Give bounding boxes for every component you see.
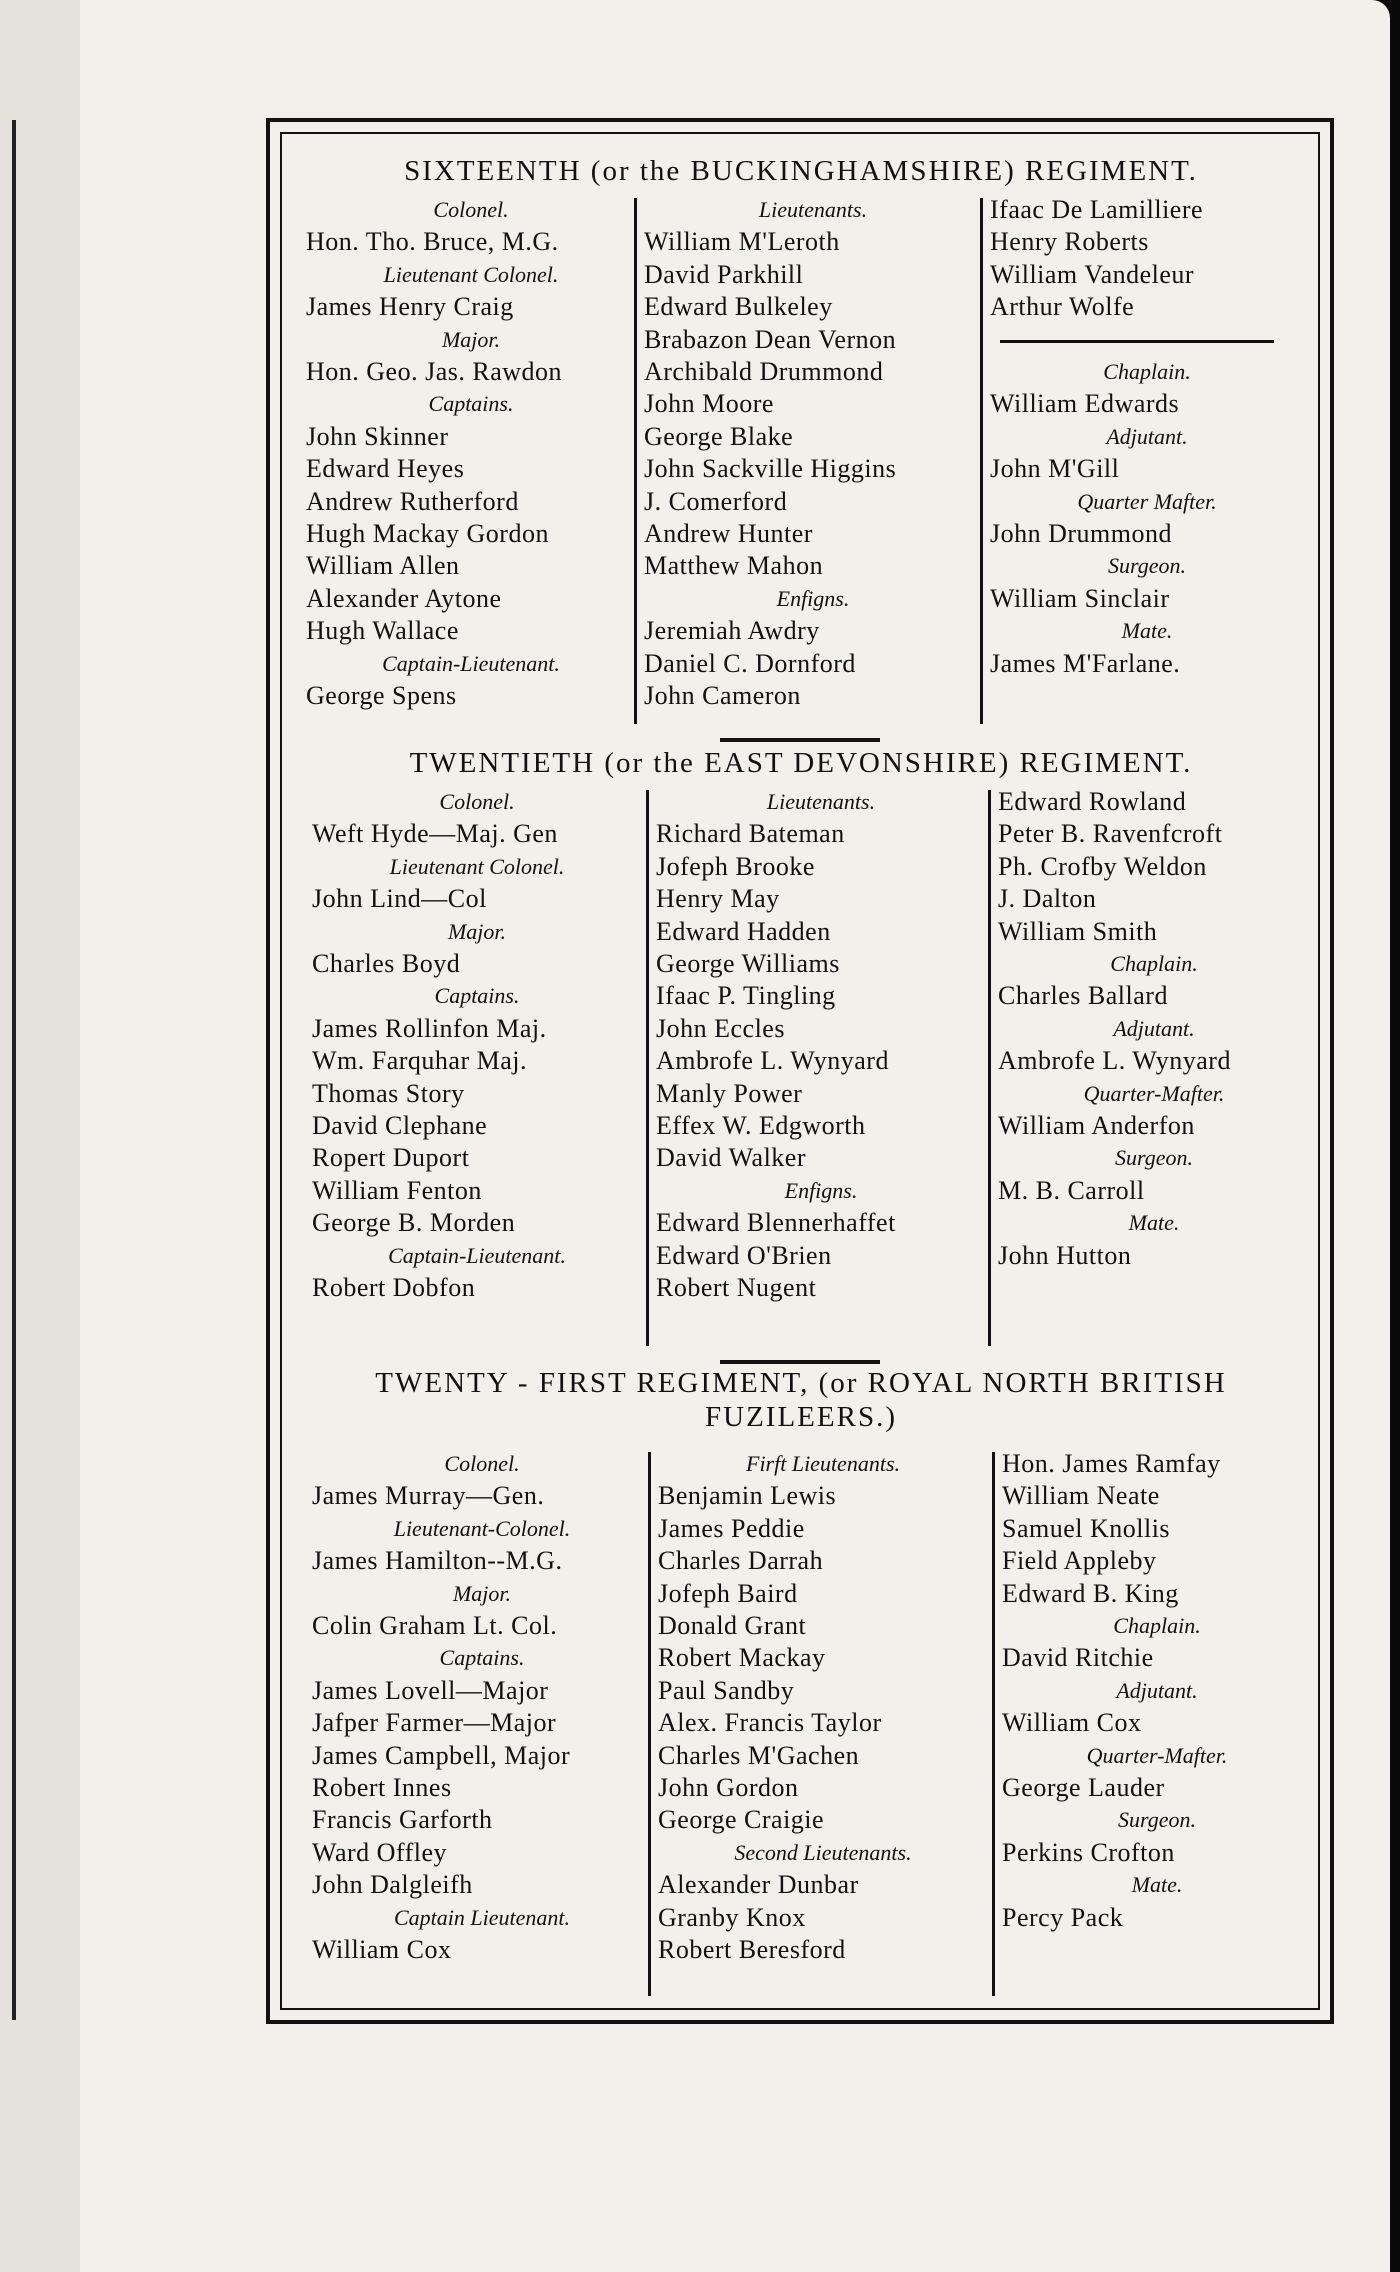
rank-heading: Chaplain. (1113, 1613, 1201, 1639)
officer-name: Manly Power (656, 1078, 803, 1108)
officer-name: James Hamilton--M.G. (312, 1546, 563, 1576)
rank-heading: Captains. (428, 391, 514, 417)
officer-name: James Murray—Gen. (312, 1481, 545, 1511)
officer-name: M. B. Carroll (998, 1175, 1145, 1205)
officer-name: James M'Farlane. (990, 648, 1181, 678)
officer-name: Colin Graham Lt. Col. (312, 1611, 558, 1641)
officer-name: Ambrofe L. Wynyard (998, 1046, 1231, 1076)
rank-heading: Captain-Lieutenant. (382, 650, 560, 676)
column-divider (648, 1452, 651, 1996)
officer-name: James Campbell, Major (312, 1740, 571, 1770)
officer-name: John Eccles (656, 1013, 785, 1043)
rank-heading: Lieutenants. (766, 789, 876, 814)
officer-name: Alex. Francis Taylor (658, 1708, 882, 1738)
regiment-columns (306, 1448, 1296, 2006)
officer-name: John M'Gill (990, 454, 1120, 484)
regiment-columns (306, 786, 1296, 1356)
officer-name: Brabazon Dean Vernon (644, 324, 897, 354)
column-divider (988, 790, 991, 1346)
officer-name: David Clephane (312, 1111, 488, 1141)
officer-name: James Henry Craig (306, 292, 514, 322)
officer-name: William Fenton (312, 1175, 482, 1205)
rank-heading: Lieutenant Colonel. (383, 261, 559, 287)
officer-name: Alexander Dunbar (658, 1870, 859, 1900)
rank-heading: Firft Lieutenants. (746, 1451, 900, 1476)
officer-name: David Walker (656, 1143, 806, 1173)
column-3 (998, 786, 1310, 1356)
officer-name: George Lauder (1002, 1773, 1165, 1803)
officer-name: Archibald Drummond (644, 357, 884, 387)
rank-heading: Lieutenant Colonel. (389, 853, 565, 879)
officer-name: Charles M'Gachen (658, 1740, 860, 1770)
column-3 (1002, 1448, 1312, 2006)
page-frame-inner (280, 132, 1320, 2010)
officer-name: Hugh Wallace (306, 616, 459, 646)
regiment-twentieth (306, 746, 1296, 1356)
officer-name: John Cameron (644, 681, 801, 711)
column-3 (990, 194, 1304, 734)
column-rule (990, 324, 1304, 356)
officer-name: William Cox (312, 1935, 452, 1965)
column-2 (656, 786, 986, 1356)
officer-name: Wm. Farquhar Maj. (312, 1046, 528, 1076)
facing-page-edge (0, 0, 80, 2272)
officer-name: J. Dalton (998, 884, 1097, 914)
officer-name: William Anderfon (998, 1111, 1195, 1141)
officer-name: Charles Darrah (658, 1546, 824, 1576)
officer-name: John Moore (644, 389, 774, 419)
rank-heading: Quarter-Mafter. (1086, 1742, 1228, 1768)
officer-name: William Allen (306, 551, 460, 581)
officer-name: Percy Pack (1002, 1902, 1124, 1932)
column-1 (312, 786, 642, 1356)
regiment-heading: TWENTY - FIRST REGIMENT, (or ROYAL NORTH BRITISH FUZILEERS.) (375, 1367, 1227, 1433)
officer-name: John Drummond (990, 519, 1172, 549)
officer-name: Peter B. Ravenfcroft (998, 819, 1223, 849)
rank-heading: Quarter-Mafter. (1083, 1080, 1225, 1106)
officer-name: Weft Hyde—Maj. Gen (312, 819, 558, 849)
regiment-sixteenth (306, 154, 1296, 734)
officer-name: Charles Ballard (998, 981, 1168, 1011)
officer-name: Hon. James Ramfay (1002, 1449, 1221, 1478)
officer-name: Edward Rowland (998, 787, 1187, 816)
officer-name: Granby Knox (658, 1902, 806, 1932)
regiment-twenty-first (306, 1366, 1296, 2006)
officer-name: William Edwards (990, 389, 1180, 419)
officer-name: Edward B. King (1002, 1578, 1179, 1608)
rank-heading: Major. (452, 1580, 512, 1606)
officer-name: Paul Sandby (658, 1675, 795, 1705)
officer-name: Edward O'Brien (656, 1240, 832, 1270)
officer-name: John Dalgleifh (312, 1870, 473, 1900)
officer-name: Henry Roberts (990, 227, 1149, 257)
officer-name: Jafper Farmer—Major (312, 1708, 557, 1738)
officer-name: Richard Bateman (656, 819, 845, 849)
rank-heading: Lieutenant-Colonel. (393, 1515, 571, 1541)
officer-name: Alexander Aytone (306, 583, 502, 613)
officer-name: Robert Beresford (658, 1935, 846, 1965)
column-divider (992, 1452, 995, 1996)
officer-name: James Peddie (658, 1513, 805, 1543)
rank-heading: Major. (441, 326, 501, 352)
rank-heading: Surgeon. (1117, 1807, 1196, 1833)
page-frame (266, 118, 1334, 2024)
rank-heading: Captain-Lieutenant. (388, 1242, 566, 1268)
officer-name: Andrew Hunter (644, 519, 813, 549)
officer-name: George Blake (644, 421, 794, 451)
officer-name: Matthew Mahon (644, 551, 824, 581)
rank-heading: Surgeon. (1114, 1145, 1193, 1171)
rank-heading: Colonel. (433, 197, 509, 222)
officer-name: John Gordon (658, 1773, 799, 1803)
officer-name: George Spens (306, 681, 457, 711)
document-page (80, 0, 1390, 2272)
officer-name: Ward Offley (312, 1837, 448, 1867)
officer-name: George Craigie (658, 1805, 825, 1835)
column-2 (644, 194, 982, 734)
officer-name: William M'Leroth (644, 227, 840, 257)
officer-name: J. Comerford (644, 486, 788, 516)
officer-name: Francis Garforth (312, 1805, 493, 1835)
officer-name: Jofeph Brooke (656, 851, 815, 881)
officer-name: John Lind—Col (312, 884, 487, 914)
rank-heading: Major. (447, 918, 507, 944)
officer-name: Ifaac De Lamilliere (990, 195, 1204, 224)
officer-name: Field Appleby (1002, 1546, 1157, 1576)
officer-name: Effex W. Edgworth (656, 1111, 866, 1141)
officer-name: William Sinclair (990, 583, 1170, 613)
officer-name: Charles Boyd (312, 949, 461, 979)
rank-heading: Captains. (439, 1645, 525, 1671)
rank-heading: Enfigns. (784, 1177, 858, 1203)
officer-name: Robert Nugent (656, 1273, 817, 1303)
rank-heading: Captain Lieutenant. (394, 1904, 570, 1930)
rank-heading: Mate. (1128, 1210, 1180, 1236)
officer-name: Thomas Story (312, 1078, 465, 1108)
column-divider (634, 198, 637, 724)
officer-name: Andrew Rutherford (306, 486, 519, 516)
facing-page-border (12, 120, 16, 2020)
officer-name: George Williams (656, 949, 840, 979)
column-divider (980, 198, 983, 724)
officer-name: Edward Blennerhaffet (656, 1208, 896, 1238)
regiment-heading: TWENTIETH (or the EAST DEVONSHIRE) REGIMENT. (409, 747, 1193, 779)
officer-name: Jofeph Baird (658, 1578, 798, 1608)
officer-name: John Sackville Higgins (644, 454, 897, 484)
column-2 (658, 1448, 988, 2006)
officer-name: John Hutton (998, 1240, 1132, 1270)
rank-heading: Chaplain. (1110, 951, 1198, 977)
officer-name: Edward Heyes (306, 454, 465, 484)
section-separator (720, 1360, 880, 1364)
rank-heading: Quarter Mafter. (1077, 488, 1217, 514)
officer-name: Robert Mackay (658, 1643, 826, 1673)
officer-name: Hon. Geo. Jas. Rawdon (306, 357, 563, 387)
officer-name: Ropert Duport (312, 1143, 470, 1173)
officer-name: Robert Dobfon (312, 1273, 476, 1303)
rank-heading: Mate. (1131, 1872, 1183, 1898)
rank-heading: Captains. (434, 983, 520, 1009)
officer-name: Robert Innes (312, 1773, 452, 1803)
officer-name: William Smith (998, 916, 1158, 946)
officer-name: Perkins Crofton (1002, 1837, 1175, 1867)
officer-name: Ambrofe L. Wynyard (656, 1046, 889, 1076)
officer-name: Edward Bulkeley (644, 292, 833, 322)
officer-name: David Ritchie (1002, 1643, 1154, 1673)
rank-heading: Second Lieutenants. (734, 1839, 912, 1865)
officer-name: William Cox (1002, 1708, 1142, 1738)
officer-name: Jeremiah Awdry (644, 616, 820, 646)
officer-name: Edward Hadden (656, 916, 831, 946)
officer-name: George B. Morden (312, 1208, 516, 1238)
rank-heading: Enfigns. (776, 585, 850, 611)
rank-heading: Adjutant. (1113, 1015, 1195, 1041)
rank-heading: Colonel. (439, 789, 515, 814)
officer-name: Donald Grant (658, 1611, 807, 1641)
rank-heading: Adjutant. (1106, 423, 1188, 449)
officer-name: William Vandeleur (990, 259, 1195, 289)
officer-name: Hon. Tho. Bruce, M.G. (306, 227, 559, 257)
officer-name: Samuel Knollis (1002, 1513, 1171, 1543)
officer-name: James Rollinfon Maj. (312, 1013, 547, 1043)
officer-name: Arthur Wolfe (990, 292, 1135, 322)
section-separator (720, 738, 880, 742)
column-divider (646, 790, 649, 1346)
rank-heading: Mate. (1121, 618, 1173, 644)
regiment-columns (306, 194, 1296, 734)
officer-name: Hugh Mackay Gordon (306, 519, 549, 549)
column-1 (306, 194, 636, 734)
officer-name: John Skinner (306, 421, 449, 451)
officer-name: Ph. Crofby Weldon (998, 851, 1207, 881)
officer-name: David Parkhill (644, 259, 804, 289)
rank-heading: Adjutant. (1116, 1677, 1198, 1703)
officer-name: James Lovell—Major (312, 1675, 549, 1705)
rank-heading: Colonel. (444, 1451, 520, 1476)
column-1 (312, 1448, 652, 2006)
officer-name: William Neate (1002, 1481, 1160, 1511)
officer-name: Daniel C. Dornford (644, 648, 856, 678)
rank-heading: Lieutenants. (758, 197, 868, 222)
officer-name: Benjamin Lewis (658, 1481, 837, 1511)
rank-heading: Chaplain. (1103, 359, 1191, 385)
officer-name: Henry May (656, 884, 780, 914)
regiment-heading: SIXTEENTH (or the BUCKINGHAMSHIRE) REGIMENT. (404, 155, 1198, 187)
rank-heading: Surgeon. (1107, 553, 1186, 579)
officer-name: Ifaac P. Tingling (656, 981, 836, 1011)
